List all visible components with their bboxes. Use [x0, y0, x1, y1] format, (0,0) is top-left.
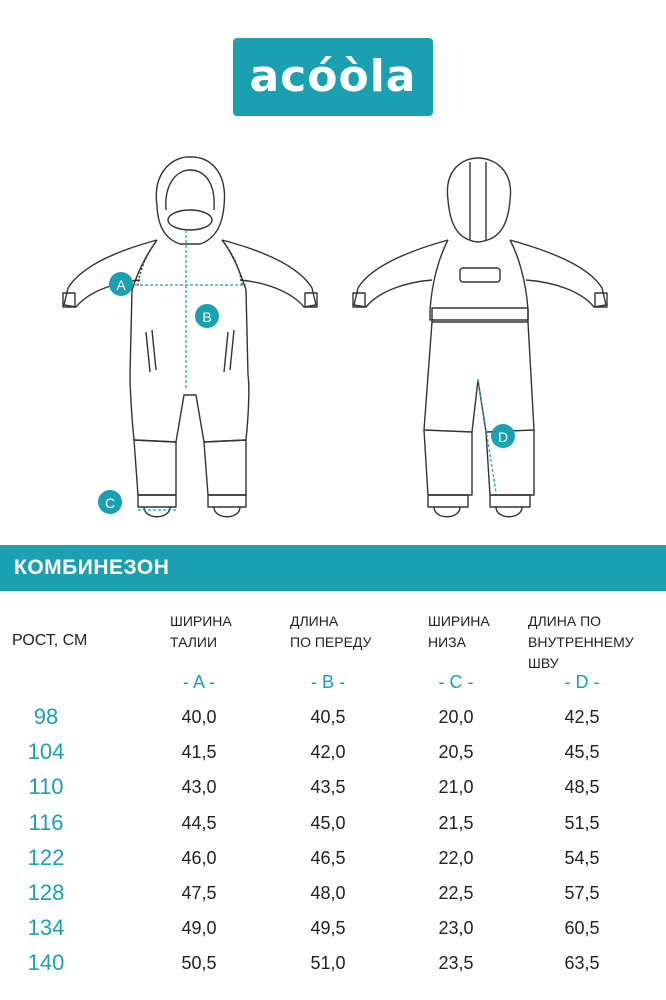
brand-logo-text: acóòla [249, 51, 417, 102]
column-header-c: ШИРИНА НИЗА [428, 613, 490, 650]
column-header-d: ДЛИНА ПО ВНУТРЕННЕМУ ШВУ [528, 613, 634, 671]
size-cell: 116 [28, 809, 64, 835]
column-letter-b: - B - [311, 672, 345, 692]
svg-text:A: A [116, 277, 126, 293]
svg-text:B: B [202, 309, 212, 325]
measure-label-b [195, 304, 219, 328]
size-cell: 140 [27, 950, 65, 976]
table-row [0, 809, 666, 844]
size-cell: 110 [28, 774, 64, 800]
measure-label-a [109, 272, 133, 296]
value-cell-b: 51,0 [310, 953, 346, 974]
size-cell: 98 [33, 704, 59, 729]
value-cell-d: 60,5 [564, 918, 600, 939]
value-cell-b: 48,0 [310, 882, 346, 903]
value-cell-c: 20,5 [438, 742, 474, 763]
table-row [0, 949, 666, 984]
size-table [0, 703, 666, 985]
value-cell-c: 20,0 [438, 707, 474, 727]
value-cell-c: 22,5 [438, 882, 474, 903]
section-banner [0, 545, 666, 591]
size-cell: 104 [27, 739, 65, 765]
size-column-header: РОСТ, СМ [12, 632, 88, 649]
value-cell-d: 57,5 [564, 882, 600, 903]
value-cell-b: 45,0 [310, 812, 346, 833]
column-letter-a: - A - [182, 672, 216, 692]
jumpsuit-front [63, 157, 317, 517]
value-cell-d: 63,5 [564, 953, 600, 974]
value-cell-b: 40,5 [310, 707, 346, 727]
size-cell: 134 [27, 915, 65, 941]
value-cell-c: 21,5 [438, 812, 474, 833]
value-cell-b: 49,5 [310, 918, 346, 939]
svg-text:C: C [104, 495, 116, 511]
size-cell: 122 [27, 844, 65, 870]
value-cell-c: 23,5 [438, 953, 474, 974]
size-cell: 128 [27, 879, 65, 905]
value-cell-a: 49,0 [181, 918, 217, 939]
value-cell-c: 21,0 [438, 777, 474, 798]
value-cell-c: 23,0 [438, 918, 474, 939]
value-cell-d: 48,5 [564, 777, 600, 798]
value-cell-a: 44,5 [181, 812, 217, 833]
value-cell-b: 42,0 [310, 742, 346, 763]
value-cell-a: 46,0 [181, 847, 217, 868]
section-title: КОМБИНЕЗОН [14, 556, 170, 579]
table-row [0, 773, 666, 808]
value-cell-d: 42,5 [564, 707, 600, 727]
value-cell-a: 50,5 [181, 953, 217, 974]
column-letter-d: - D - [564, 672, 600, 692]
table-row [0, 844, 666, 879]
table-row [0, 879, 666, 914]
jumpsuit-back [353, 158, 607, 517]
value-cell-d: 51,5 [564, 812, 600, 833]
brand-logo [233, 38, 433, 116]
measure-label-d [491, 424, 515, 448]
value-cell-c: 22,0 [438, 847, 474, 868]
jumpsuit-drawing [0, 140, 666, 540]
value-cell-a: 43,0 [181, 777, 217, 798]
measure-label-c [98, 490, 122, 514]
table-row [0, 703, 666, 738]
column-header-b: ДЛИНА ПО ПЕРЕДУ [290, 613, 372, 650]
table-row [0, 914, 666, 949]
value-cell-b: 46,5 [310, 847, 346, 868]
value-cell-a: 47,5 [181, 882, 217, 903]
value-cell-d: 54,5 [564, 847, 600, 868]
svg-text:D: D [497, 429, 509, 445]
value-cell-a: 41,5 [181, 742, 217, 763]
column-header-a: ШИРИНА ТАЛИИ [170, 613, 232, 650]
value-cell-a: 40,0 [181, 707, 217, 727]
table-row [0, 738, 666, 773]
value-cell-b: 43,5 [310, 777, 346, 798]
value-cell-d: 45,5 [564, 742, 600, 763]
column-letter-c: - C - [438, 672, 474, 692]
